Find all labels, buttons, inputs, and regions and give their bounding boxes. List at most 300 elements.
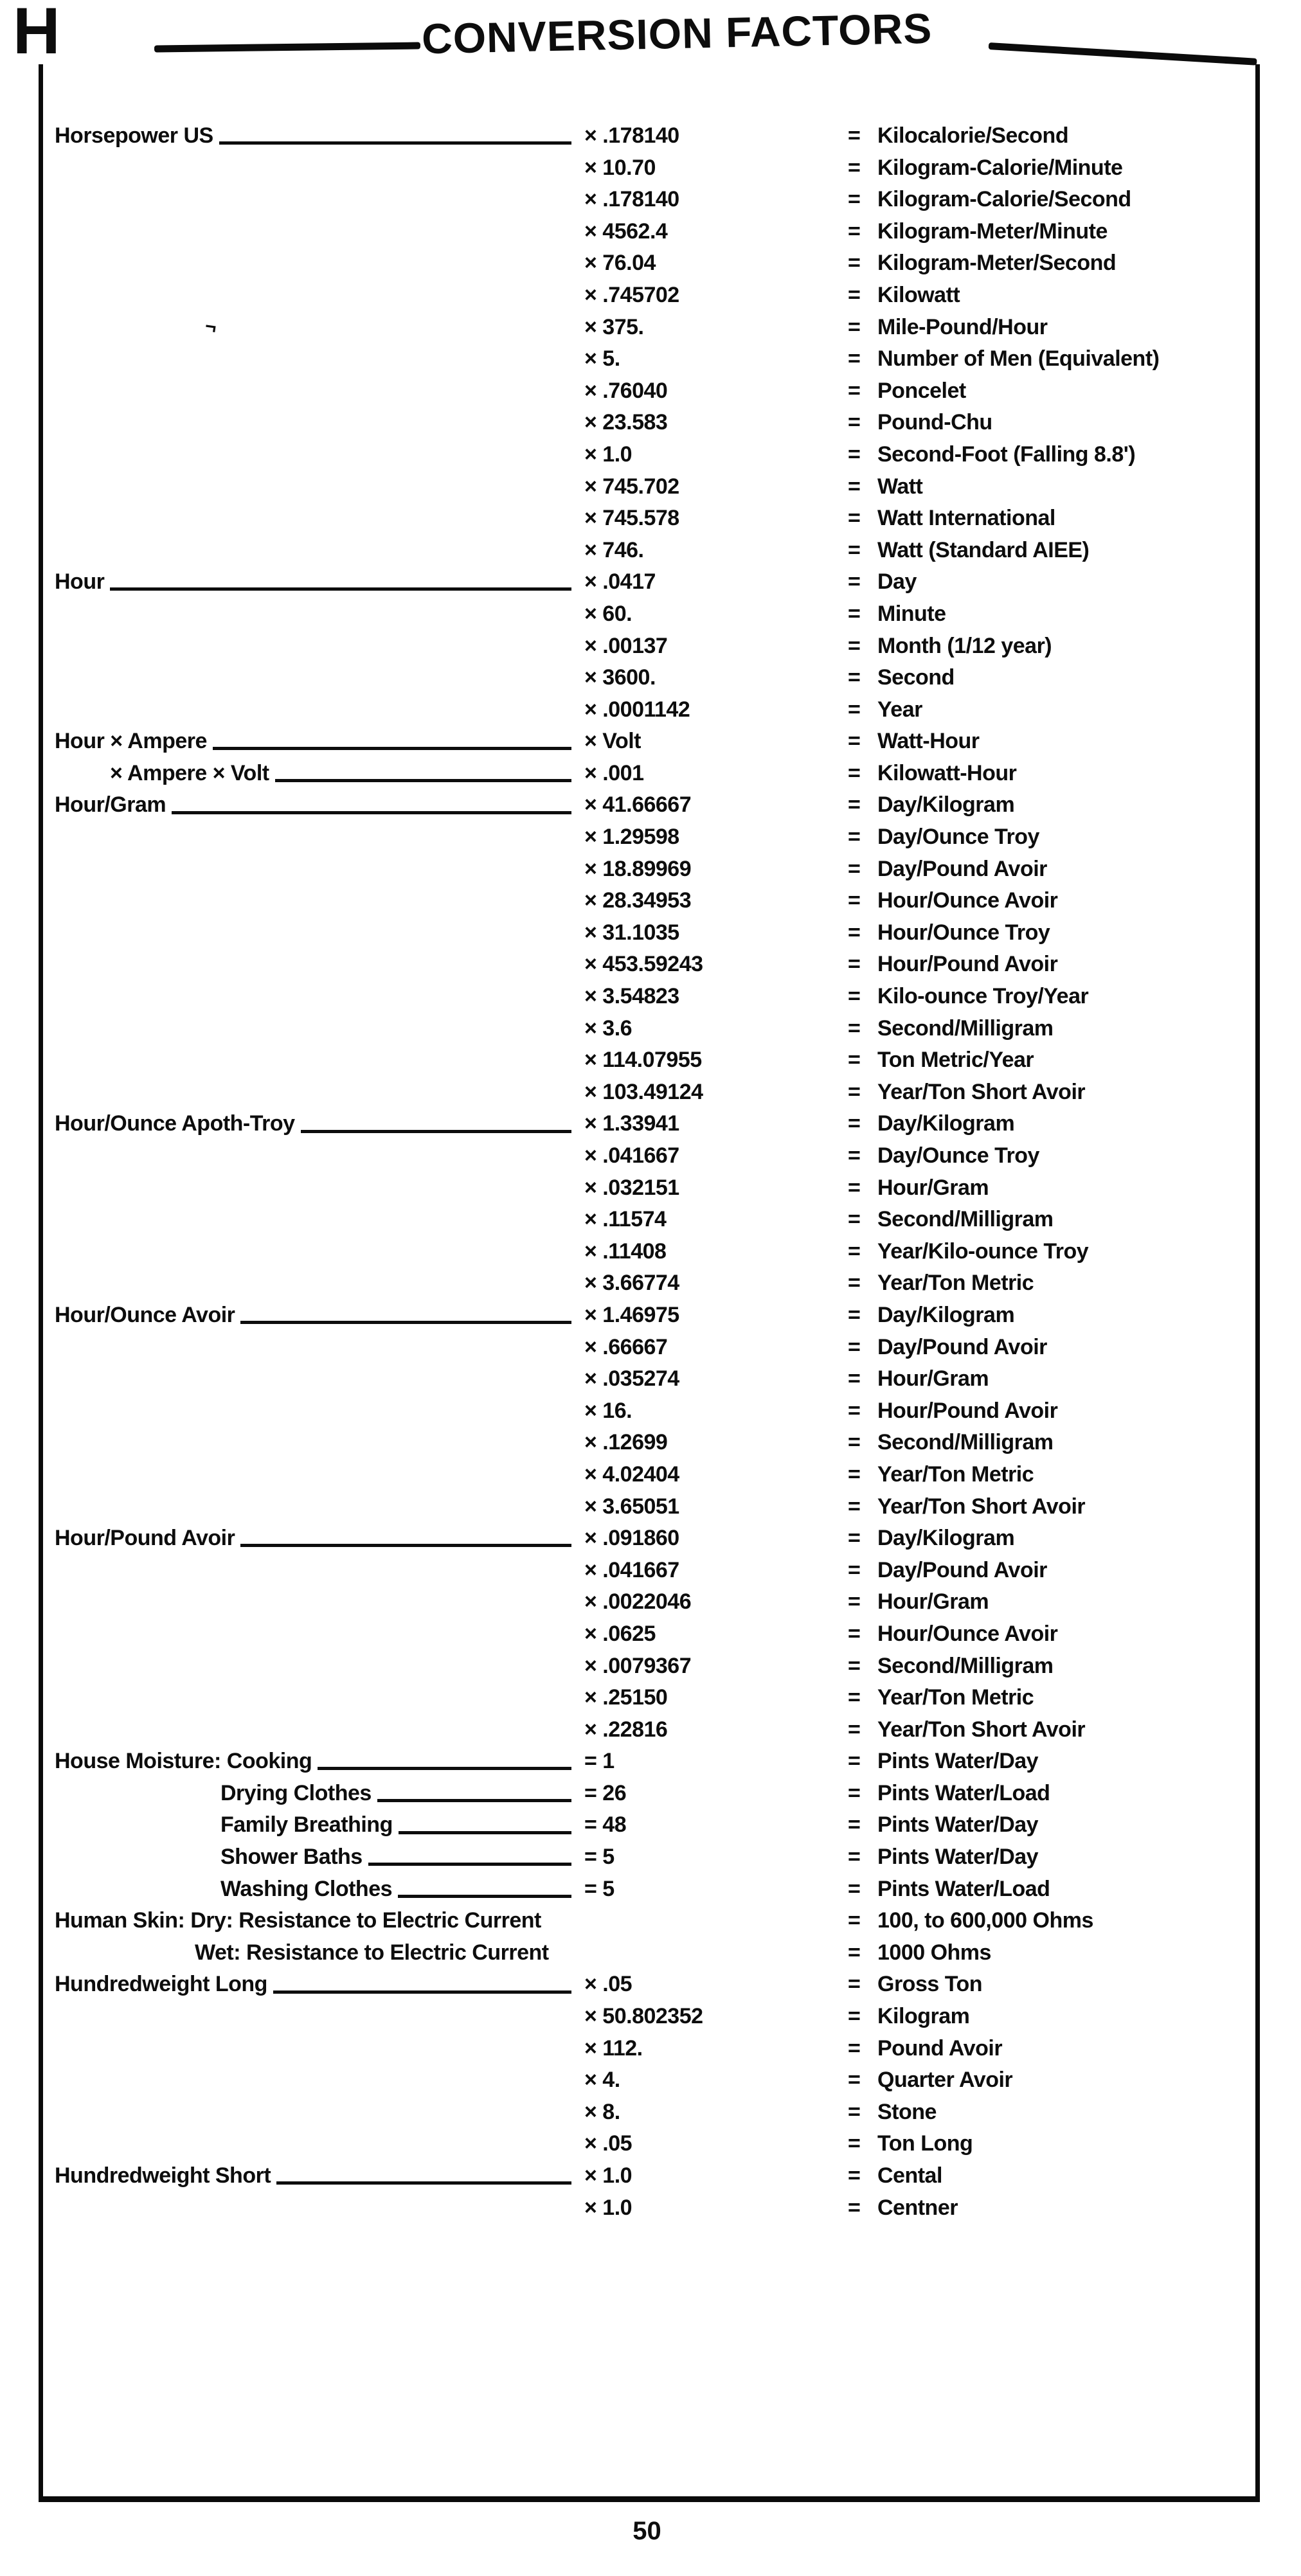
row-factor: × .25150 [584,1685,668,1710]
row-factor: × .091860 [584,1526,679,1551]
conversion-row [43,631,1255,663]
row-label-area [55,1108,575,1140]
row-factor: × 1.0 [584,2163,633,2188]
row-factor: × 3.6 [584,1015,633,1041]
row-result: Year/Ton Metric [877,1685,1034,1710]
conversion-row [43,2033,1255,2065]
equals-sign: = [848,1749,861,1774]
equals-sign: = [848,569,861,595]
conversion-row [43,280,1255,312]
conversion-row [43,535,1255,567]
header-rule-left [154,42,420,52]
row-label-area [55,120,575,152]
conversion-row [43,1714,1255,1746]
row-label: Hundredweight Short [55,2163,271,2188]
row-label: Washing Clothes [220,1876,393,1901]
row-label-area [55,2160,575,2192]
equals-sign: = [848,1398,861,1423]
equals-sign: = [848,346,861,371]
equals-sign: = [848,1239,861,1264]
row-result: Day/Pound Avoir [877,1334,1047,1359]
row-label: Hour/Ounce Apoth-Troy [55,1111,295,1136]
row-factor: × .0022046 [584,1589,692,1614]
equals-sign: = [848,1972,861,1997]
conversion-row [43,1363,1255,1395]
row-factor: × .001 [584,760,644,785]
row-label-area [55,789,575,821]
row-factor: × 375. [584,314,644,339]
conversion-row [43,2001,1255,2033]
equals-sign: = [848,1717,861,1742]
conversion-row [43,2128,1255,2160]
conversion-row [43,1300,1255,1332]
equals-sign: = [848,2035,861,2061]
equals-sign: = [848,856,861,881]
row-factor: × 112. [584,2035,643,2061]
row-label-area [55,1905,575,1937]
row-label: Hundredweight Long [55,1972,267,1997]
conversion-row [43,2097,1255,2129]
equals-sign: = [848,1621,861,1646]
conversion-row [43,1108,1255,1140]
conversion-row [43,1586,1255,1618]
conversion-row [43,694,1255,726]
row-result: Pints Water/Day [877,1845,1039,1870]
rows [43,120,1255,2224]
equals-sign: = [848,1589,861,1614]
row-factor: × .00137 [584,633,668,658]
row-factor: × 28.34953 [584,888,692,913]
row-result: Watt International [877,506,1055,531]
row-result: Year/Ton Short Avoir [877,1494,1086,1519]
row-label-area [55,1523,575,1555]
row-label: Human Skin: Dry: Resistance to Electric Current [55,1908,541,1933]
conversion-row [43,949,1255,981]
row-label-area [195,1937,575,1969]
equals-sign: = [848,1334,861,1359]
row-result: Second/Milligram [877,1015,1054,1041]
row-factor: × 3.54823 [584,984,679,1009]
row-result: Year/Ton Metric [877,1271,1034,1296]
conversion-row [43,503,1255,535]
row-label: Wet: Resistance to Electric Current [195,1940,549,1965]
equals-sign: = [848,601,861,626]
conversion-row [43,885,1255,917]
equals-sign: = [848,378,861,403]
row-result: Kilogram-Calorie/Minute [877,155,1123,180]
conversion-row [43,1937,1255,1969]
equals-sign: = [848,888,861,913]
row-result: Kilogram [877,2004,970,2029]
leader-line [172,811,571,814]
equals-sign: = [848,1271,861,1296]
row-label-area [220,1778,575,1810]
row-label: Horsepower US [55,123,213,148]
equals-sign: = [848,1079,861,1104]
row-factor: × 5. [584,346,620,371]
row-label-area [220,1809,575,1841]
row-result: Cental [877,2163,942,2188]
equals-sign: = [848,633,861,658]
content-box [39,64,1260,2502]
row-factor: × .178140 [584,123,679,148]
equals-sign: = [848,282,861,307]
row-result: Stone [877,2099,937,2124]
equals-sign: = [848,920,861,945]
conversion-row [43,1077,1255,1109]
row-factor: × .0417 [584,569,656,595]
equals-sign: = [848,1845,861,1870]
equals-sign: = [848,1111,861,1136]
row-result: Day/Pound Avoir [877,856,1047,881]
row-factor: × 23.583 [584,410,668,435]
row-result: Kilowatt [877,282,960,307]
page-title: CONVERSION FACTORS [421,4,933,63]
row-result: Second-Foot (Falling 8.8') [877,442,1136,467]
equals-sign: = [848,251,861,276]
conversion-row [43,1809,1255,1841]
equals-sign: = [848,123,861,148]
row-factor: × 114.07955 [584,1048,702,1073]
conversion-row [43,854,1255,886]
conversion-row [43,1491,1255,1523]
row-label-area [220,1874,575,1906]
conversion-row [43,789,1255,821]
conversion-row [43,184,1255,216]
conversion-row [43,1013,1255,1045]
row-result: Kilogram-Meter/Minute [877,219,1108,244]
row-label: × Ampere × Volt [110,760,269,785]
row-factor: × 10.70 [584,155,656,180]
equals-sign: = [848,792,861,818]
conversion-row [43,152,1255,184]
leader-line [399,1831,571,1834]
equals-sign: = [848,2131,861,2156]
row-factor: × 4. [584,2068,620,2093]
row-factor: × 1.33941 [584,1111,679,1136]
row-factor: × 745.702 [584,474,679,499]
row-factor: × 50.802352 [584,2004,703,2029]
row-factor: × .12699 [584,1430,668,1455]
row-result: Day/Kilogram [877,792,1015,818]
equals-sign: = [848,697,861,722]
row-label-area [55,1746,575,1778]
conversion-row [43,1523,1255,1555]
equals-sign: = [848,155,861,180]
row-factor: × Volt [584,729,641,754]
row-result: Hour/Gram [877,1175,989,1200]
row-result: Minute [877,601,946,626]
row-result: Hour/Ounce Troy [877,920,1050,945]
conversion-row [43,1395,1255,1427]
conversion-row [43,1969,1255,2001]
row-result: Day/Kilogram [877,1111,1015,1136]
leader-line [110,587,571,591]
conversion-row [43,981,1255,1013]
conversion-row [43,1332,1255,1364]
row-factor: × .041667 [584,1557,679,1582]
leader-line [213,747,571,750]
row-result: Kilowatt-Hour [877,760,1017,785]
row-factor: × .76040 [584,378,668,403]
row-factor: × .05 [584,2131,633,2156]
conversion-row [43,662,1255,694]
row-label-area [55,1969,575,2001]
equals-sign: = [848,2099,861,2124]
equals-sign: = [848,219,861,244]
equals-sign: = [848,729,861,754]
row-result: Number of Men (Equivalent) [877,346,1160,371]
row-factor: × 1.46975 [584,1302,679,1327]
row-factor: × 103.49124 [584,1079,703,1104]
row-label-area [55,566,575,598]
header-rule-right [989,42,1257,66]
conversion-row [43,216,1255,248]
row-factor: = 1 [584,1749,615,1774]
row-factor: × 3.66774 [584,1271,679,1296]
row-factor: × .035274 [584,1366,679,1391]
equals-sign: = [848,665,861,690]
row-result: Day/Kilogram [877,1526,1015,1551]
equals-sign: = [848,1015,861,1041]
row-factor: × 453.59243 [584,952,703,977]
equals-sign: = [848,442,861,467]
leader-line [377,1799,571,1802]
conversion-row [43,1204,1255,1236]
equals-sign: = [848,537,861,562]
equals-sign: = [848,1207,861,1232]
row-result: Ton Long [877,2131,973,2156]
leader-line [240,1321,571,1324]
row-factor: × 41.66667 [584,792,692,818]
row-result: Kilo-ounce Troy/Year [877,984,1089,1009]
section-letter: H [13,0,58,67]
row-result: Second/Milligram [877,1430,1054,1455]
row-result: Hour/Pound Avoir [877,1398,1058,1423]
row-label: Hour/Ounce Avoir [55,1302,235,1327]
equals-sign: = [848,1557,861,1582]
row-factor: × 16. [584,1398,633,1423]
row-factor: × 1.29598 [584,825,679,850]
row-factor: × 3.65051 [584,1494,679,1519]
row-label-area [55,1300,575,1332]
conversion-row [43,1236,1255,1268]
equals-sign: = [848,2004,861,2029]
row-label: Family Breathing [220,1812,393,1838]
row-factor: × .745702 [584,282,679,307]
row-result: Kilogram-Meter/Second [877,251,1117,276]
conversion-row [43,247,1255,280]
equals-sign: = [848,2195,861,2220]
conversion-row [43,1841,1255,1874]
row-factor: × 4562.4 [584,219,668,244]
row-result: Watt (Standard AIEE) [877,537,1090,562]
row-factor: × .05 [584,1972,633,1997]
conversion-row [43,312,1255,344]
conversion-row [43,917,1255,949]
equals-sign: = [848,1143,861,1168]
equals-sign: = [848,1494,861,1519]
row-result: Hour/Pound Avoir [877,952,1058,977]
row-result: Watt [877,474,923,499]
row-result: Pints Water/Day [877,1749,1039,1774]
row-result: Mile-Pound/Hour [877,314,1048,339]
conversion-row [43,821,1255,854]
row-result: Kilogram-Calorie/Second [877,187,1131,212]
leader-line [275,779,571,782]
row-factor: × 1.0 [584,2195,633,2220]
equals-sign: = [848,1462,861,1487]
row-factor: = 5 [584,1845,615,1870]
equals-sign: = [848,1366,861,1391]
row-result: Hour/Gram [877,1366,989,1391]
leader-line [301,1130,571,1133]
conversion-row [43,1682,1255,1714]
row-label: Drying Clothes [220,1780,372,1805]
row-result: Pound Avoir [877,2035,1003,2061]
equals-sign: = [848,1175,861,1200]
row-factor: × .0625 [584,1621,656,1646]
row-result: Day/Ounce Troy [877,1143,1039,1168]
row-factor: × .22816 [584,1717,668,1742]
row-result: Quarter Avoir [877,2068,1013,2093]
row-result: Second/Milligram [877,1653,1054,1678]
conversion-row [43,375,1255,407]
equals-sign: = [848,760,861,785]
row-label: House Moisture: Cooking [55,1749,312,1774]
row-factor: × .178140 [584,187,679,212]
leader-line [219,141,571,145]
equals-sign: = [848,1526,861,1551]
conversion-row [43,566,1255,598]
conversion-row [43,1172,1255,1204]
row-factor: × .0001142 [584,697,690,722]
row-factor: × .0079367 [584,1653,692,1678]
leader-line [240,1544,571,1547]
equals-sign: = [848,825,861,850]
conversion-row [43,1267,1255,1300]
row-label: Shower Baths [220,1845,363,1870]
conversion-row [43,407,1255,439]
row-result: 1000 Ohms [877,1940,991,1965]
leader-line [276,2181,571,2185]
conversion-row [43,2160,1255,2192]
leader-line [398,1895,571,1898]
equals-sign: = [848,1048,861,1073]
equals-sign: = [848,1302,861,1327]
row-result: Pound-Chu [877,410,992,435]
row-result: Year/Ton Short Avoir [877,1079,1086,1104]
row-factor: × .032151 [584,1175,679,1200]
conversion-row [43,471,1255,503]
row-factor: × 3600. [584,665,656,690]
row-result: Day/Pound Avoir [877,1557,1047,1582]
equals-sign: = [848,1685,861,1710]
row-result: Day [877,569,917,595]
conversion-row [43,1778,1255,1810]
row-result: Second [877,665,955,690]
conversion-row [43,120,1255,152]
row-factor: × 746. [584,537,644,562]
row-label: Hour/Pound Avoir [55,1526,235,1551]
conversion-row [43,726,1255,758]
row-factor: = 48 [584,1812,627,1838]
equals-sign: = [848,1653,861,1678]
equals-sign: = [848,1780,861,1805]
equals-sign: = [848,1812,861,1838]
conversion-row [43,343,1255,375]
row-result: Hour/Ounce Avoir [877,888,1058,913]
conversion-row [43,1427,1255,1459]
leader-line [318,1767,571,1770]
row-result: Hour/Ounce Avoir [877,1621,1058,1646]
equals-sign: = [848,314,861,339]
row-result: Kilocalorie/Second [877,123,1069,148]
row-factor: × 60. [584,601,633,626]
row-factor: × 1.0 [584,442,633,467]
row-label-area [220,1841,575,1874]
row-label-area [110,758,575,790]
row-factor: × 745.578 [584,506,679,531]
leader-line [368,1863,571,1866]
row-result: Ton Metric/Year [877,1048,1034,1073]
equals-sign: = [848,952,861,977]
row-result: Day/Kilogram [877,1302,1015,1327]
conversion-row [43,2192,1255,2224]
row-result: Hour/Gram [877,1589,989,1614]
row-result: Pints Water/Load [877,1780,1050,1805]
row-result: Year/Kilo-ounce Troy [877,1239,1089,1264]
row-result: 100, to 600,000 Ohms [877,1908,1093,1933]
row-factor: × 8. [584,2099,620,2124]
row-factor: × .66667 [584,1334,668,1359]
conversion-row [43,1746,1255,1778]
row-result: Poncelet [877,378,966,403]
row-factor: × 31.1035 [584,920,679,945]
leader-line [273,1990,571,1994]
conversion-row [43,1874,1255,1906]
conversion-row [43,598,1255,631]
row-result: Centner [877,2195,958,2220]
row-result: Month (1/12 year) [877,633,1052,658]
conversion-row [43,2064,1255,2097]
row-factor: = 26 [584,1780,627,1805]
equals-sign: = [848,410,861,435]
row-result: Year/Ton Short Avoir [877,1717,1086,1742]
row-label-area [55,726,575,758]
row-factor: × 4.02404 [584,1462,679,1487]
row-factor: × 18.89969 [584,856,692,881]
equals-sign: = [848,2068,861,2093]
scan-artifact-mark: ¬ [203,315,218,339]
row-result: Watt-Hour [877,729,980,754]
equals-sign: = [848,1940,861,1965]
equals-sign: = [848,474,861,499]
conversion-row [43,439,1255,471]
row-result: Second/Milligram [877,1207,1054,1232]
page-number: 50 [633,2517,661,2545]
row-result: Pints Water/Day [877,1812,1039,1838]
equals-sign: = [848,2163,861,2188]
row-result: Gross Ton [877,1972,982,1997]
row-result: Pints Water/Load [877,1876,1050,1901]
row-result: Day/Ounce Troy [877,825,1039,850]
equals-sign: = [848,187,861,212]
row-factor: × .11408 [584,1239,667,1264]
conversion-row [43,1140,1255,1172]
conversion-row [43,1459,1255,1491]
row-factor: × .11574 [584,1207,667,1232]
